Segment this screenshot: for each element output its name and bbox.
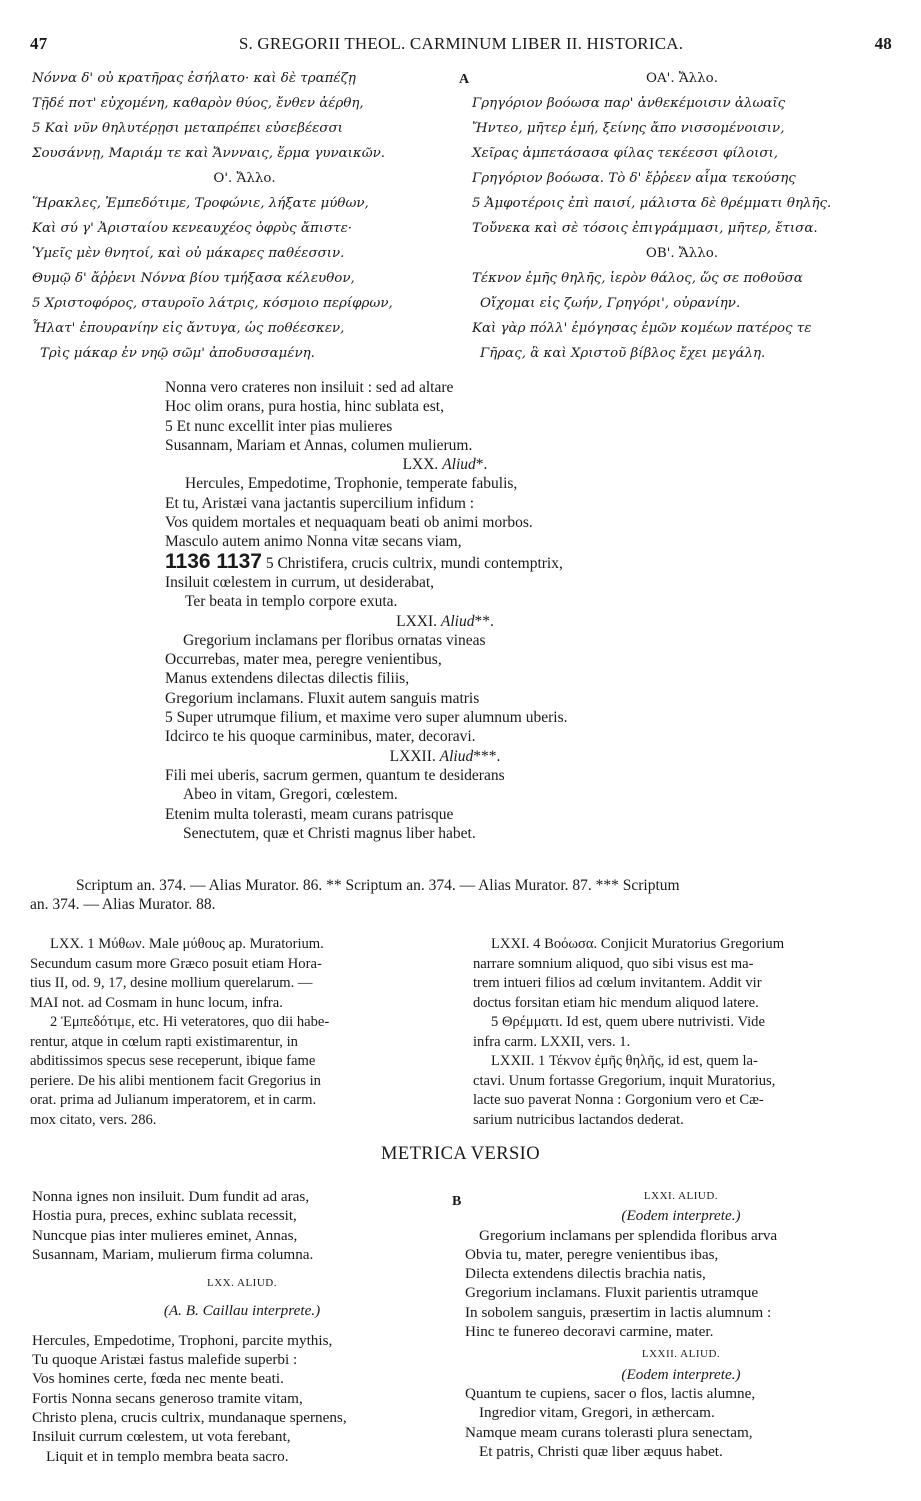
verse-line: Gregorium inclamans per splendida floribus arva bbox=[479, 1226, 778, 1244]
note-line: ctavi. Unum fortasse Gregorium, inquit Muratorius, bbox=[473, 1072, 776, 1089]
note-line: doctus forsitan etiam hic mendum aliquod latere. bbox=[473, 994, 759, 1011]
column-numbers: 1136 1137 bbox=[165, 549, 262, 573]
verse-line: Hercules, Empedotime, Trophoni, parcite mythis, bbox=[32, 1331, 333, 1349]
note-line: LXXII. 1 Τέκνον ἐμῆς θηλῆς, id est, quem la- bbox=[491, 1053, 758, 1069]
verse-line: Ὑμεῖς μὲν θνητοί, καὶ οὐ μάκαρες παθέεσσιν. bbox=[32, 246, 345, 261]
poem-heading: LXX. ALIUD. bbox=[207, 1277, 277, 1290]
verse-line: Ἧλατ' ἐπουρανίην εἰς ἄντυγα, ὡς ποθέεσκεν, bbox=[32, 321, 345, 336]
verse-line: Christo plena, crucis cultrix, mundanaque spernens, bbox=[32, 1408, 347, 1426]
running-title: S. GREGORII THEOL. CARMINUM LIBER II. HISTORICA. bbox=[238, 34, 684, 53]
verse-line: Nuncque pias inter mulieres eminet, Annas, bbox=[32, 1226, 298, 1244]
column-marker-a: A bbox=[459, 72, 470, 87]
heading-number: LXXII. bbox=[389, 747, 436, 765]
verse-line: 5 Super utrumque filium, et maxime vero super alumnum uberis. bbox=[165, 709, 568, 727]
verse-line: Σουσάννῃ, Μαριάμ τε καὶ Ἄννναις, ἕρμα γυναικῶν. bbox=[32, 146, 386, 161]
note-line: 5 Θρέμματι. Id est, quem ubere nutrivisti. Vide bbox=[491, 1014, 765, 1030]
interpreter-note: (Eodem interprete.) bbox=[621, 1207, 741, 1225]
verse-line: 5 Et nunc excellit inter pias mulieres bbox=[165, 417, 393, 435]
note-line: infra carm. LXXII, vers. 1. bbox=[473, 1033, 631, 1050]
footnote-mark: **. bbox=[474, 612, 494, 630]
verse-line: Ingredior vitam, Gregori, in æthercam. bbox=[479, 1404, 715, 1422]
notes-left-column bbox=[30, 935, 448, 1130]
note-line: orat. prima ad Julianum imperatorem, et in carm. bbox=[30, 1092, 317, 1108]
verse-line: Idcirco te his quoque carminibus, mater, decoravi. bbox=[165, 728, 476, 746]
verse-line: Καὶ γὰρ πόλλ' ἐμόγησας ἐμῶν κομέων πατέρος τε bbox=[472, 321, 812, 336]
verse-line: Τρὶς μάκαρ ἐν νηῷ σῶμ' ἀποδυσσαμένη. bbox=[40, 346, 315, 361]
poem-heading: Ο'. Ἄλλο. bbox=[213, 171, 276, 186]
section-title: METRICA VERSIO bbox=[381, 1144, 540, 1164]
footnotes bbox=[30, 876, 888, 914]
verse-line: Γῆρας, ἃ καὶ Χριστοῦ βίβλος ἔχει μεγάλη. bbox=[480, 346, 766, 361]
verse-line: Hinc te funereo decoravi carmine, mater. bbox=[465, 1323, 714, 1341]
heading-number: LXXI. bbox=[396, 612, 438, 630]
verse-line: Namque meam curans tolerasti plura senectam, bbox=[465, 1423, 753, 1441]
latin-translation bbox=[165, 378, 725, 843]
verse-line: Ἥρακλες, Ἐμπεδότιμε, Τροφώνιε, λήξατε μύθων, bbox=[32, 196, 369, 211]
interpreter-note: (Eodem interprete.) bbox=[621, 1365, 741, 1383]
note-line: LXX. 1 Μύθων. Male μύθους ap. Muratorium. bbox=[50, 936, 324, 952]
footnote-line: an. 374. — Alias Murator. 88. bbox=[30, 896, 216, 913]
note-line: narrare somnium aliquod, quo sibi visus est ma- bbox=[473, 955, 754, 972]
verse-line: Hoc olim orans, pura hostia, hinc sublata est, bbox=[165, 398, 444, 416]
footnote-mark: ***. bbox=[473, 747, 501, 765]
footnote-line: Scriptum an. 374. — Alias Murator. 86. ** Scriptum an. 374. — Alias Murator. 87. *** Scriptum bbox=[76, 877, 680, 894]
interpreter-note: (A. B. Caillau interprete.) bbox=[163, 1302, 321, 1320]
verse-line: Occurrebas, mater mea, peregre venientibus, bbox=[165, 651, 442, 669]
verse-line: Obvia tu, mater, peregre venientibus ibas, bbox=[465, 1245, 719, 1263]
verse-line: Fili mei uberis, sacrum germen, quantum te desiderans bbox=[165, 766, 505, 784]
greek-text-left-column bbox=[32, 66, 457, 366]
verse-line: Insiluit cœlestem in currum, ut desiderabat, bbox=[165, 573, 435, 591]
footnote-mark: *. bbox=[475, 456, 488, 474]
verse-line: Nonna vero crateres non insiluit : sed ad altare bbox=[165, 379, 454, 396]
heading-word: Aliud bbox=[440, 612, 475, 630]
heading-word: Aliud bbox=[439, 747, 474, 765]
poem-heading: ΟΑ'. Ἄλλο. bbox=[646, 71, 718, 86]
verse-line: 5 Καὶ νῦν θηλυτέρῃσι μεταπρέπει εὐσεβέεσσι bbox=[32, 121, 343, 136]
verse-line: Hercules, Empedotime, Trophonie, temperate fabulis, bbox=[185, 475, 518, 493]
note-line: trem intueri filios ad cœlum invitantem. Addit vir bbox=[473, 975, 762, 991]
verse-line: Τέκνον ἐμῆς θηλῆς, ἱερὸν θάλος, ὥς σε ποθοῦσα bbox=[472, 271, 803, 286]
verse-line: Etenim multa tolerasti, meam curans patrisque bbox=[165, 805, 454, 823]
verse-line: Et patris, Christi quæ liber æquus habet. bbox=[479, 1442, 723, 1460]
greek-text-right-column bbox=[472, 66, 892, 366]
verse-line: Hostia pura, preces, exhinc sublata recessit, bbox=[32, 1207, 297, 1225]
verse-line: Dilecta extendens dilectis brachia natis, bbox=[465, 1265, 706, 1283]
verse-line: Gregorium inclamans. Fluxit parientis utramque bbox=[465, 1284, 759, 1302]
note-line: rentur, atque in cœlum rapti existimarentur, in bbox=[30, 1033, 298, 1050]
verse-line: In sobolem sanguis, præsertim in lactis alumnum : bbox=[465, 1303, 772, 1321]
verse-line: Τῇδέ ποτ' εὐχομένη, καθαρὸν θύος, ἔνθεν ἀέρθη, bbox=[32, 96, 364, 111]
verse-line: Nonna ignes non insiluit. Dum fundit ad aras, bbox=[32, 1188, 310, 1205]
poem-heading: LXXII. ALIUD. bbox=[641, 1348, 721, 1361]
verse-line: Abeo in vitam, Gregori, cœlestem. bbox=[183, 786, 398, 804]
verse-line: Tu quoque Aristæi fastus malefide superbi : bbox=[32, 1351, 298, 1369]
poem-heading-lxxi bbox=[165, 612, 725, 631]
note-line: mox citato, vers. 286. bbox=[30, 1111, 157, 1128]
running-header bbox=[30, 34, 892, 60]
note-line: lacte suo paverat Nonna : Gorgonium vero et Cæ- bbox=[473, 1092, 764, 1108]
verse-line: Gregorium inclamans. Fluxit autem sanguis matris bbox=[165, 689, 480, 707]
page-number-left: 47 bbox=[30, 34, 48, 53]
poem-heading-lxxii bbox=[165, 747, 725, 766]
verse-line: Νόννα δ' οὐ κρατῆρας ἐσήλατο· καὶ δὲ τραπέζῃ bbox=[32, 71, 356, 86]
poem-heading: LXXI. ALIUD. bbox=[643, 1190, 719, 1202]
note-line: 2 Ἐμπεδότιμε, etc. Hi veteratores, quo dii habe- bbox=[50, 1014, 330, 1030]
verse-line: Masculo autem animo Nonna vitæ secans viam, bbox=[165, 533, 462, 551]
verse-line: Fortis Nonna secans generoso tramite vitam, bbox=[32, 1389, 303, 1407]
verse-line: Γρηγόριον βοόωσα. Τὸ δ' ἔῤῥεεν αἷμα τεκούσης bbox=[472, 171, 796, 186]
verse-line: Θυμῷ δ' ἄῤῥενι Νόννα βίου τμήξασα κέλευθον, bbox=[32, 271, 355, 286]
verse-line: Τοὔνεκα καὶ σὲ τόσοις ἐπιγράμμασι, μῆτερ, ἔτισα. bbox=[472, 221, 818, 236]
poem-heading-lxx bbox=[165, 455, 725, 474]
metrica-right-column bbox=[465, 1187, 897, 1461]
page-number-right: 48 bbox=[874, 34, 892, 53]
verse-line: Χεῖρας ἀμπετάσασα φίλας τεκέεσσι φίλοισι, bbox=[472, 146, 778, 161]
note-line: tius II, od. 9, 17, desine mollium querelarum. — bbox=[30, 975, 313, 991]
verse-line-with-column-numbers bbox=[165, 549, 725, 573]
verse-line: Quantum te cupiens, sacer o flos, lactis alumne, bbox=[465, 1384, 756, 1402]
verse-line: Οἴχομαι εἰς ζωήν, Γρηγόρι', οὐρανίην. bbox=[480, 296, 741, 311]
metrica-left-column bbox=[32, 1187, 452, 1466]
note-line: abditissimos specus sese receperunt, ibique fame bbox=[30, 1053, 316, 1069]
verse-line: Vos homines certe, fœda nec mente beati. bbox=[32, 1370, 284, 1388]
verse-line: Senectutem, quæ et Christi magnus liber habet. bbox=[183, 824, 476, 842]
note-line: LXXI. 4 Βοόωσα. Conjicit Muratorius Gregorium bbox=[491, 936, 785, 952]
verse-line: 5 Χριστοφόρος, σταυροῖο λάτρις, κόσμοιο περίφρων, bbox=[32, 296, 393, 311]
verse-line: Susannam, Mariam et Annas, columen mulierum. bbox=[165, 436, 473, 454]
verse-line: Vos quidem mortales et nequaquam beati ob animi morbos. bbox=[165, 514, 533, 532]
verse-line: Et tu, Aristæi vana jactantis supercilium infidum : bbox=[165, 494, 475, 512]
verse-line: Γρηγόριον βοόωσα παρ' ἀνθεκέμοισιν ἀλωαῖς bbox=[472, 96, 786, 111]
note-line: MAI not. ad Cosmam in hunc locum, infra. bbox=[30, 994, 283, 1011]
verse-line: Ἤντεο, μῆτερ ἐμή, ξείνης ἄπο νισσομένοισιν, bbox=[472, 121, 785, 136]
verse-line: 5 Ἀμφοτέροις ἐπὶ παισί, μάλιστα δὲ θρέμματι θηλῆς. bbox=[472, 196, 832, 211]
verse-line: Susannam, Mariam, mulierum firma columna. bbox=[32, 1245, 314, 1263]
poem-heading: ΟΒ'. Ἄλλο. bbox=[645, 246, 719, 261]
verse-line: Ter beata in templo corpore exuta. bbox=[185, 593, 398, 611]
verse-line: Gregorium inclamans per floribus ornatas vineas bbox=[183, 631, 486, 649]
note-line: periere. De his alibi mentionem facit Gregorius in bbox=[30, 1072, 321, 1089]
verse-line: Liquit et in templo membra beata sacro. bbox=[46, 1447, 289, 1465]
verse-line: Insiluit currum cœlestem, ut vota ferebant, bbox=[32, 1428, 291, 1446]
verse-line: Καὶ σύ γ' Ἀρισταίου κενεαυχέος ὀφρὺς ἄπιστε· bbox=[32, 221, 353, 236]
note-line: Secundum casum more Græco posuit etiam Hora- bbox=[30, 955, 322, 972]
verse-text: 5 Christifera, crucis cultrix, mundi contemptrix, bbox=[261, 554, 563, 572]
heading-word: Aliud bbox=[442, 456, 476, 474]
heading-number: LXX. bbox=[402, 456, 439, 474]
notes-right-column bbox=[473, 935, 889, 1130]
verse-line: Manus extendens dilectas dilectis filiis, bbox=[165, 670, 410, 688]
note-line: sarium nutricibus lactandos dederat. bbox=[473, 1111, 684, 1128]
column-marker-b: B bbox=[452, 1194, 462, 1209]
